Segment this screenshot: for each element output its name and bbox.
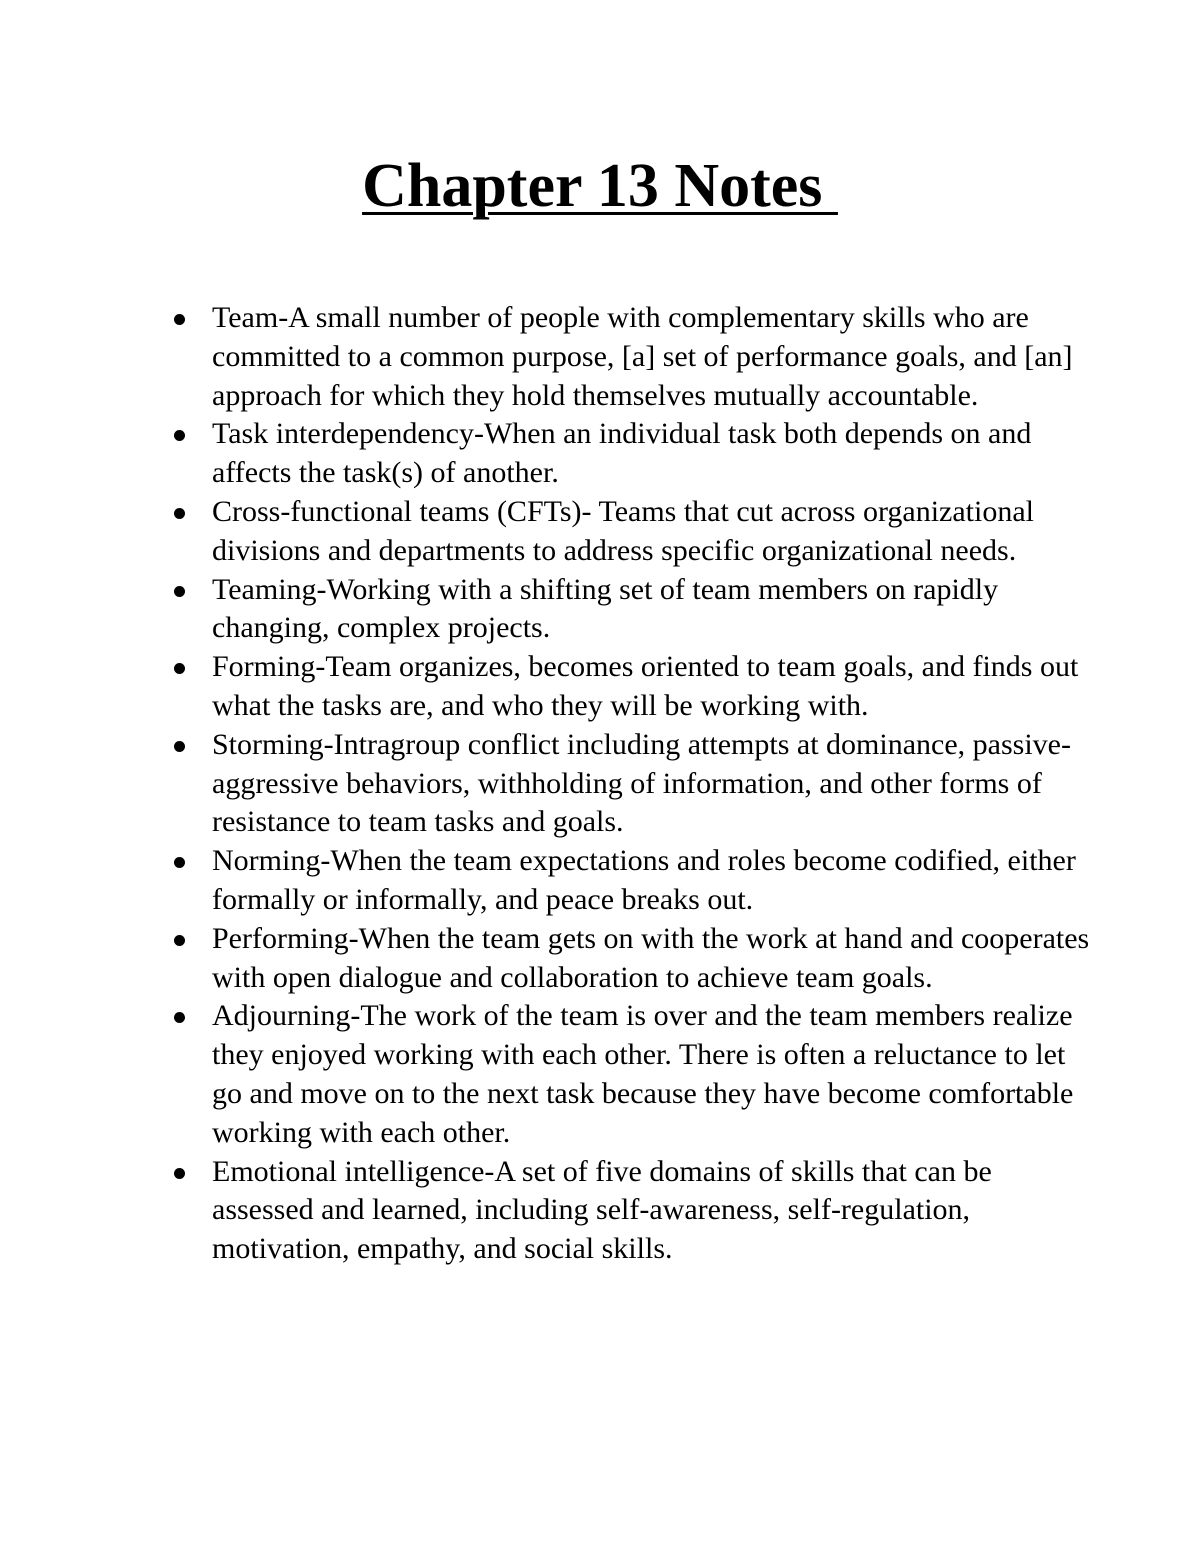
note-text: Cross-functional teams (CFTs)- Teams that cut across organizational divisions and departments to address specific organizational needs. — [212, 494, 1034, 567]
page-title-text: Chapter 13 Notes — [362, 152, 838, 220]
note-text: Adjourning-The work of the team is over and the team members realize they enjoyed working with each other. There is often a reluctance to let go and move on to the next task because they have become comfortable working with each other. — [212, 999, 1074, 1149]
note-text: Norming-When the team expectations and roles become codified, either formally or informally, and peace breaks out. — [212, 844, 1076, 916]
page-title — [0, 148, 1200, 224]
note-item-performing — [212, 920, 1092, 998]
note-item-storming — [212, 726, 1092, 842]
notes-list — [212, 299, 1092, 1269]
note-text: Emotional intelligence-A set of five domains of skills that can be assessed and learned, including self-awareness, self-regulation, motivation, empathy, and social skills. — [212, 1154, 992, 1266]
note-item-adjourning — [212, 997, 1092, 1152]
note-item-task-interdependency — [212, 415, 1092, 493]
note-text: Task interdependency-When an individual task both depends on and affects the task(s) of another. — [212, 417, 1032, 490]
note-item-norming — [212, 842, 1092, 920]
note-text: Storming-Intragroup conflict including attempts at dominance, passive-aggressive behaviors, withholding of information, and other forms of resistance to team tasks and goals. — [212, 727, 1071, 839]
note-item-cross-functional-teams — [212, 493, 1092, 571]
note-item-teaming — [212, 571, 1092, 649]
note-item-emotional-intelligence — [212, 1153, 1092, 1269]
note-text: Teaming-Working with a shifting set of team members on rapidly changing, complex projects. — [212, 572, 999, 645]
note-item-forming — [212, 648, 1092, 726]
note-item-team — [212, 299, 1092, 415]
note-text: Performing-When the team gets on with the work at hand and cooperates with open dialogue and collaboration to achieve team goals. — [212, 921, 1090, 994]
note-text: Forming-Team organizes, becomes oriented to team goals, and finds out what the tasks are, and who they will be working with. — [212, 650, 1079, 722]
note-text: Team-A small number of people with complementary skills who are committed to a common purpose, [a] set of performance goals, and [an] approach for which they hold themselves mutually accountable. — [212, 301, 1073, 412]
